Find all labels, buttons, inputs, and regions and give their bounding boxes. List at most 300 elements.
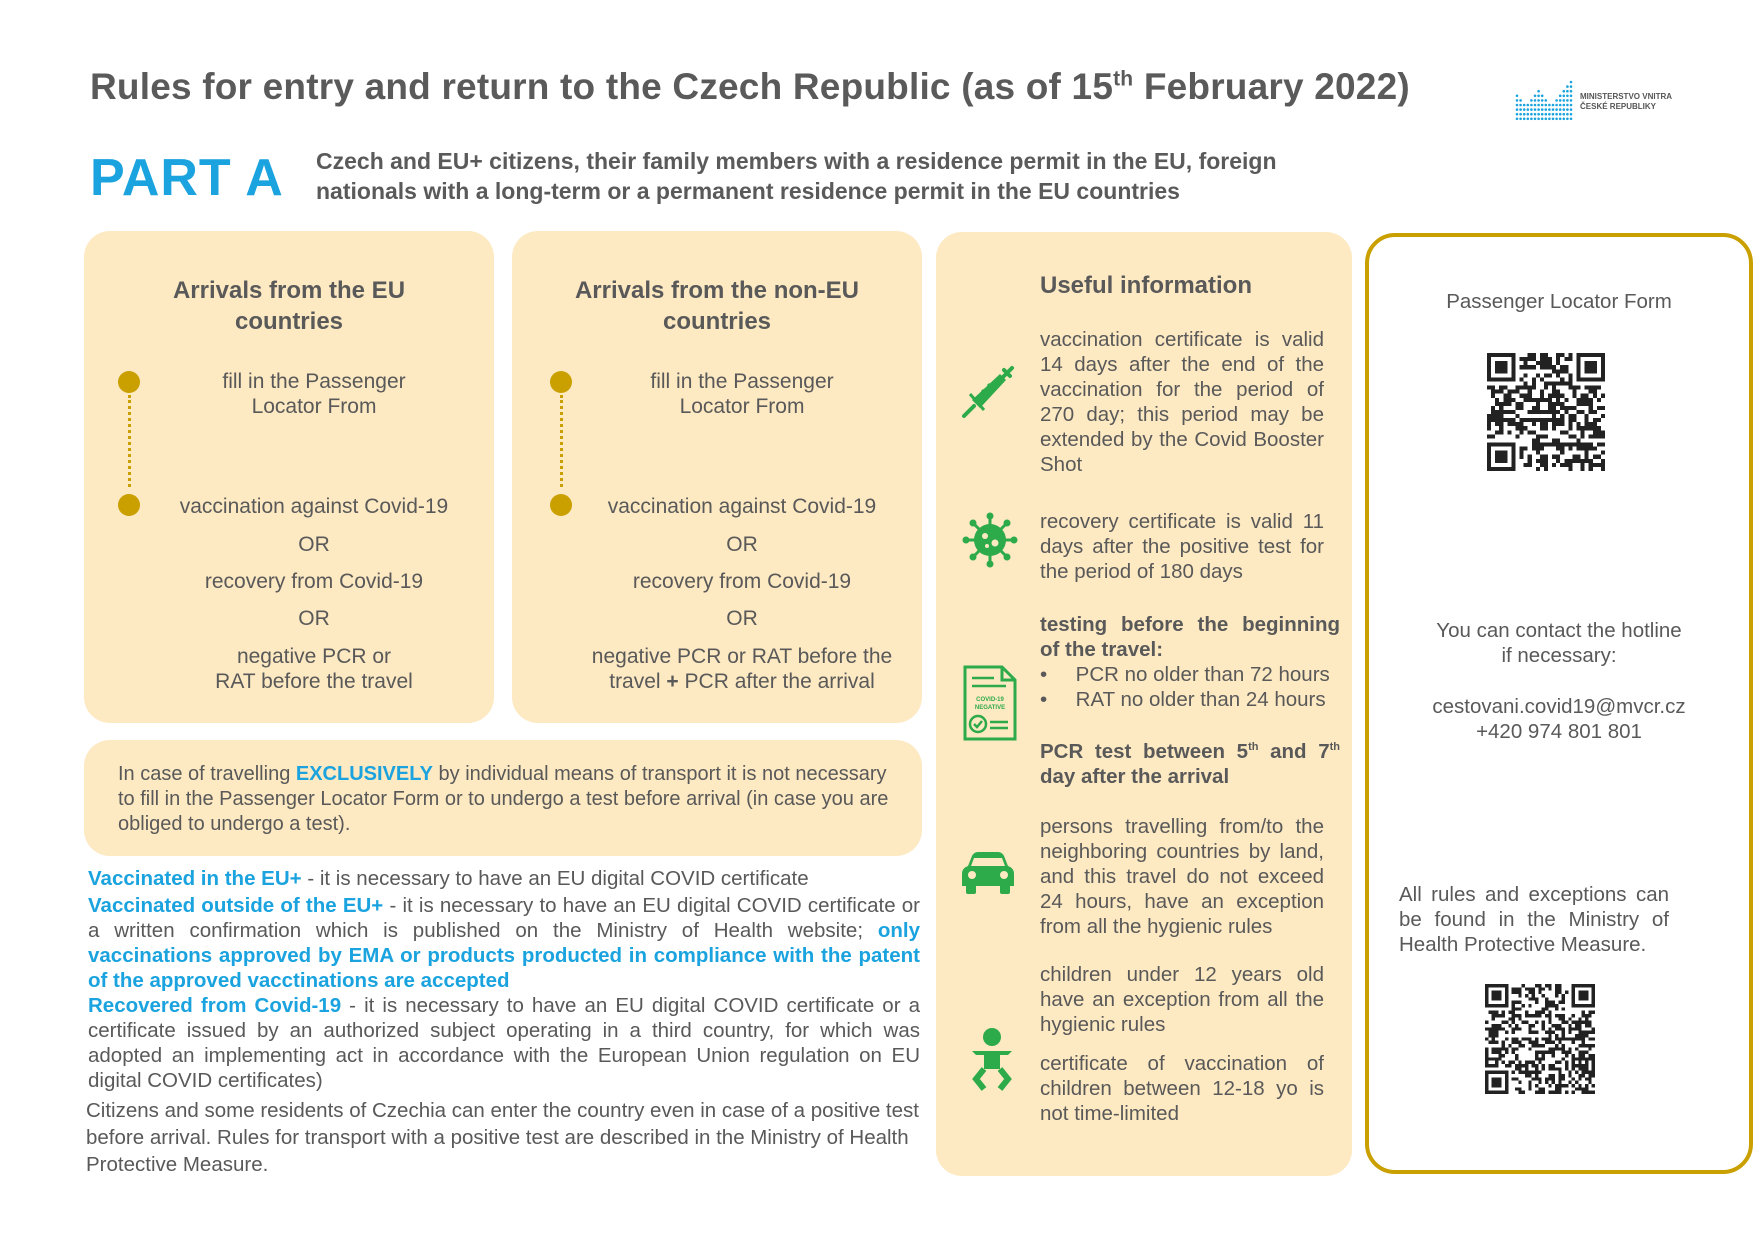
qr-module — [1597, 455, 1601, 459]
qr-module — [1568, 386, 1572, 390]
qr-module — [1578, 1077, 1581, 1080]
qr-module — [1512, 991, 1515, 994]
qr-module — [1536, 447, 1540, 451]
qr-module — [1562, 1014, 1565, 1017]
qr-module — [1589, 402, 1593, 406]
qr-module — [1536, 402, 1540, 406]
qr-module — [1512, 987, 1515, 990]
logo-dot — [1570, 81, 1573, 84]
title-superscript: th — [1113, 67, 1134, 91]
qr-module — [1505, 1037, 1508, 1040]
qr-module — [1540, 455, 1544, 459]
qr-module — [1512, 1051, 1515, 1054]
qr-module — [1485, 1027, 1488, 1030]
qr-module — [1532, 1044, 1535, 1047]
syringe-icon — [960, 364, 1016, 420]
logo-dot — [1516, 104, 1519, 107]
qr-module — [1532, 365, 1536, 369]
qr-module — [1542, 1087, 1545, 1090]
qr-module — [1525, 1074, 1528, 1077]
qr-module — [1520, 406, 1524, 410]
contact-panel — [1365, 233, 1753, 1174]
qr-module — [1524, 361, 1528, 365]
logo-dot — [1566, 95, 1569, 98]
qr-module — [1585, 398, 1589, 402]
note-text: - it is necessary to have an EU digital COVID certificate or a written confirmation which is published on the Ministry of Health website; — [88, 894, 920, 942]
qr-module — [1518, 1017, 1521, 1020]
rules-qr-code[interactable] — [1485, 984, 1595, 1094]
qr-module — [1568, 1047, 1571, 1050]
qr-module — [1572, 406, 1576, 410]
qr-module — [1505, 1021, 1508, 1024]
qr-module — [1528, 459, 1532, 463]
logo-dot — [1555, 113, 1558, 116]
qr-module — [1548, 1037, 1551, 1040]
qr-module — [1518, 1087, 1521, 1090]
qr-module — [1548, 1064, 1551, 1067]
qr-module — [1564, 369, 1568, 373]
qr-module — [1487, 434, 1491, 438]
qr-module — [1585, 418, 1589, 422]
qr-module — [1585, 1087, 1588, 1090]
qr-module — [1572, 1027, 1575, 1030]
qr-module — [1555, 1061, 1558, 1064]
qr-module — [1520, 426, 1524, 430]
qr-module — [1495, 390, 1499, 394]
qr-module — [1544, 459, 1548, 463]
hotline-contacts — [1369, 694, 1749, 744]
qr-module — [1581, 459, 1585, 463]
logo-dot — [1530, 118, 1533, 121]
qr-module — [1578, 1044, 1581, 1047]
qr-module — [1522, 1004, 1525, 1007]
hotline-phone[interactable]: +420 974 801 801 — [1476, 720, 1642, 743]
qr-module — [1508, 1061, 1511, 1064]
qr-module — [1536, 398, 1540, 402]
qr-module — [1535, 1084, 1538, 1087]
qr-module — [1495, 1061, 1498, 1064]
qr-module — [1512, 1007, 1515, 1010]
qr-module — [1593, 422, 1597, 426]
qr-module — [1564, 398, 1568, 402]
qr-module — [1532, 381, 1536, 385]
qr-module — [1528, 1031, 1531, 1034]
qr-module — [1520, 402, 1524, 406]
plf-title: Passenger Locator Form — [1446, 290, 1672, 313]
qr-module — [1544, 373, 1548, 377]
qr-module — [1560, 381, 1564, 385]
qr-module — [1589, 410, 1593, 414]
qr-module — [1528, 1081, 1531, 1084]
qr-module — [1555, 1067, 1558, 1070]
qr-module — [1552, 1047, 1555, 1050]
qr-module — [1560, 463, 1564, 467]
qr-module — [1491, 386, 1495, 390]
qr-module — [1528, 1024, 1531, 1027]
qr-module — [1582, 1064, 1585, 1067]
qr-module — [1518, 1061, 1521, 1064]
qr-module — [1535, 1044, 1538, 1047]
logo-dot — [1566, 90, 1569, 93]
qr-module — [1532, 1031, 1535, 1034]
qr-module — [1589, 386, 1593, 390]
qr-module — [1593, 410, 1597, 414]
qr-module — [1512, 1011, 1515, 1014]
qr-module — [1572, 459, 1576, 463]
qr-module — [1488, 1027, 1491, 1030]
qr-module — [1532, 443, 1536, 447]
transport-emphasis: EXCLUSIVELY — [295, 763, 433, 785]
logo-dot — [1516, 95, 1519, 98]
qr-finder — [1495, 451, 1507, 463]
qr-module — [1592, 1054, 1595, 1057]
children-certificate: certificate of vaccination of children between 12-18 yo is not time-limited — [1040, 1052, 1324, 1125]
qr-module — [1491, 434, 1495, 438]
logo-dot — [1523, 118, 1526, 121]
qr-module — [1568, 1037, 1571, 1040]
qr-module — [1593, 463, 1597, 467]
qr-module — [1499, 426, 1503, 430]
qr-module — [1548, 373, 1552, 377]
qr-module — [1495, 1014, 1498, 1017]
qr-module — [1520, 418, 1524, 422]
qr-module — [1562, 1044, 1565, 1047]
qr-module — [1524, 426, 1528, 430]
qr-module — [1601, 463, 1605, 467]
logo-dot — [1527, 104, 1530, 107]
qr-module — [1562, 1031, 1565, 1034]
qr-module — [1503, 402, 1507, 406]
logo-dot — [1570, 108, 1573, 111]
qr-module — [1592, 1061, 1595, 1064]
qr-module — [1512, 1047, 1515, 1050]
qr-module — [1582, 1021, 1585, 1024]
qr-module — [1545, 997, 1548, 1000]
qr-module — [1498, 1024, 1501, 1027]
qr-module — [1578, 1067, 1581, 1070]
qr-module — [1524, 381, 1528, 385]
qr-module — [1585, 1031, 1588, 1034]
noneu-arrivals-panel — [512, 231, 922, 723]
qr-module — [1568, 467, 1572, 471]
pcr-after-arrival — [1040, 735, 1340, 789]
qr-module — [1560, 402, 1564, 406]
qr-module — [1555, 994, 1558, 997]
qr-module — [1538, 984, 1541, 987]
logo-dot — [1534, 113, 1537, 116]
eu-step-vaccination: vaccination against Covid-19 — [179, 495, 449, 518]
covid-badge-line-2: NEGATIVE — [974, 705, 1006, 711]
qr-module — [1601, 443, 1605, 447]
qr-module — [1555, 1027, 1558, 1030]
qr-module — [1588, 1081, 1591, 1084]
qr-module — [1588, 1054, 1591, 1057]
qr-module — [1564, 430, 1568, 434]
qr-module — [1538, 1044, 1541, 1047]
qr-module — [1520, 394, 1524, 398]
qr-module — [1562, 1084, 1565, 1087]
qr-module — [1485, 1037, 1488, 1040]
qr-module — [1495, 1024, 1498, 1027]
qr-module — [1568, 406, 1572, 410]
qr-module — [1585, 1077, 1588, 1080]
qr-module — [1585, 1064, 1588, 1067]
qr-module — [1518, 1027, 1521, 1030]
qr-module — [1572, 1084, 1575, 1087]
qr-module — [1491, 394, 1495, 398]
qr-module — [1597, 463, 1601, 467]
qr-module — [1492, 1051, 1495, 1054]
qr-module — [1560, 430, 1564, 434]
qr-module — [1562, 1021, 1565, 1024]
qr-module — [1505, 1064, 1508, 1067]
logo-dot — [1537, 113, 1540, 116]
qr-module — [1538, 987, 1541, 990]
qr-module — [1556, 390, 1560, 394]
qr-module — [1548, 1067, 1551, 1070]
qr-module — [1593, 447, 1597, 451]
qr-module — [1488, 1041, 1491, 1044]
qr-module — [1572, 386, 1576, 390]
useful-info-heading: Useful information — [1040, 272, 1253, 299]
pcr-text: and 7 — [1258, 739, 1330, 763]
qr-module — [1564, 410, 1568, 414]
qr-module — [1548, 394, 1552, 398]
qr-module — [1548, 1004, 1551, 1007]
qr-module — [1540, 434, 1544, 438]
qr-module — [1532, 353, 1536, 357]
qr-module — [1568, 1017, 1571, 1020]
plus-sign: + — [666, 670, 679, 693]
qr-module — [1495, 1031, 1498, 1034]
qr-module — [1556, 402, 1560, 406]
qr-module — [1556, 381, 1560, 385]
qr-module — [1535, 1011, 1538, 1014]
qr-module — [1582, 1051, 1585, 1054]
qr-module — [1502, 1044, 1505, 1047]
qr-module — [1578, 1017, 1581, 1020]
qr-module — [1540, 377, 1544, 381]
logo-dot — [1552, 104, 1555, 107]
qr-module — [1597, 398, 1601, 402]
qr-module — [1558, 1067, 1561, 1070]
qr-module — [1589, 390, 1593, 394]
qr-module — [1593, 418, 1597, 422]
qr-module — [1505, 1051, 1508, 1054]
qr-module — [1548, 1034, 1551, 1037]
qr-module — [1540, 353, 1544, 357]
note-label: Recovered from Covid-19 — [88, 994, 342, 1017]
qr-module — [1532, 1041, 1535, 1044]
qr-module — [1578, 1021, 1581, 1024]
logo-dot — [1559, 113, 1562, 116]
qr-module — [1585, 459, 1589, 463]
qr-module — [1487, 426, 1491, 430]
qr-module — [1528, 1004, 1531, 1007]
qr-module — [1540, 447, 1544, 451]
qr-module — [1528, 353, 1532, 357]
qr-module — [1545, 1014, 1548, 1017]
qr-module — [1572, 434, 1576, 438]
qr-module — [1515, 1014, 1518, 1017]
qr-module — [1540, 410, 1544, 414]
qr-module — [1572, 1057, 1575, 1060]
qr-module — [1515, 1001, 1518, 1004]
logo-dot — [1566, 113, 1569, 116]
qr-module — [1552, 394, 1556, 398]
qr-module — [1502, 1027, 1505, 1030]
qr-module — [1597, 443, 1601, 447]
qr-module — [1528, 1047, 1531, 1050]
qr-module — [1558, 991, 1561, 994]
qr-module — [1528, 463, 1532, 467]
qr-module — [1535, 1064, 1538, 1067]
qr-module — [1558, 1061, 1561, 1064]
logo-dot — [1534, 108, 1537, 111]
ministry-logo-text — [1580, 92, 1672, 112]
qr-module — [1512, 1031, 1515, 1034]
qr-module — [1518, 1001, 1521, 1004]
qr-finder — [1492, 1077, 1502, 1087]
qr-module — [1589, 426, 1593, 430]
eu-step-test: negative PCR or RAT before the travel — [215, 645, 413, 693]
qr-module — [1581, 447, 1585, 451]
qr-module — [1524, 394, 1528, 398]
qr-module — [1544, 463, 1548, 467]
qr-module — [1560, 369, 1564, 373]
logo-dot — [1555, 118, 1558, 121]
qr-module — [1564, 381, 1568, 385]
qr-module — [1552, 1081, 1555, 1084]
qr-module — [1532, 991, 1535, 994]
qr-module — [1515, 1087, 1518, 1090]
logo-dot — [1519, 113, 1522, 116]
qr-module — [1492, 1027, 1495, 1030]
qr-module — [1532, 1024, 1535, 1027]
negative-test-document-icon — [962, 664, 1018, 742]
logo-dot — [1537, 108, 1540, 111]
qr-module — [1512, 1021, 1515, 1024]
qr-module — [1502, 1021, 1505, 1024]
qr-module — [1524, 447, 1528, 451]
qr-module — [1545, 1077, 1548, 1080]
pcr-text: day after the arrival — [1040, 764, 1230, 788]
qr-module — [1502, 1047, 1505, 1050]
note-emphasis: only vaccinations approved by EMA or products producted in compliance with the patent of the approved vacctinations are accepted — [88, 919, 920, 992]
logo-dot — [1541, 118, 1544, 121]
qr-module — [1536, 451, 1540, 455]
qr-module — [1542, 1044, 1545, 1047]
qr-module — [1577, 422, 1581, 426]
qr-module — [1568, 1074, 1571, 1077]
qr-module — [1535, 1091, 1538, 1094]
transport-note-panel — [84, 740, 922, 856]
qr-module — [1518, 1014, 1521, 1017]
qr-module — [1507, 422, 1511, 426]
qr-module — [1601, 434, 1605, 438]
qr-module — [1548, 1001, 1551, 1004]
qr-module — [1545, 1001, 1548, 1004]
hotline-email[interactable]: cestovani.covid19@mvcr.cz — [1432, 695, 1686, 718]
transport-text-end: by individual means of transport it is not necessary to fill in the Passenger Locator Form or to undergo a test before arrival (in case you are obliged to undergo a test). — [118, 763, 889, 835]
qr-module — [1522, 1064, 1525, 1067]
qr-module — [1556, 418, 1560, 422]
qr-module — [1507, 390, 1511, 394]
qr-module — [1535, 1071, 1538, 1074]
qr-module — [1532, 418, 1536, 422]
qr-module — [1572, 414, 1576, 418]
qr-module — [1485, 1021, 1488, 1024]
qr-module — [1568, 443, 1572, 447]
qr-module — [1582, 1071, 1585, 1074]
qr-module — [1515, 1077, 1518, 1080]
qr-module — [1525, 994, 1528, 997]
qr-module — [1520, 386, 1524, 390]
qr-module — [1560, 394, 1564, 398]
logo-dot — [1563, 99, 1566, 102]
qr-module — [1582, 1011, 1585, 1014]
qr-module — [1565, 991, 1568, 994]
qr-module — [1548, 1021, 1551, 1024]
qr-module — [1528, 430, 1532, 434]
qr-module — [1592, 1067, 1595, 1070]
qr-module — [1582, 1037, 1585, 1040]
qr-module — [1552, 1024, 1555, 1027]
qr-module — [1525, 1037, 1528, 1040]
qr-module — [1560, 406, 1564, 410]
qr-module — [1562, 997, 1565, 1000]
step-connector — [128, 395, 131, 487]
logo-dot — [1537, 95, 1540, 98]
qr-module — [1555, 1047, 1558, 1050]
qr-module — [1558, 1017, 1561, 1020]
qr-module — [1548, 357, 1552, 361]
qr-module — [1565, 1054, 1568, 1057]
qr-module — [1562, 1051, 1565, 1054]
qr-module — [1577, 398, 1581, 402]
qr-module — [1524, 398, 1528, 402]
qr-module — [1601, 467, 1605, 471]
qr-module — [1532, 422, 1536, 426]
qr-module — [1495, 1027, 1498, 1030]
qr-module — [1556, 410, 1560, 414]
qr-module — [1565, 1084, 1568, 1087]
qr-module — [1536, 361, 1540, 365]
qr-module — [1507, 410, 1511, 414]
qr-module — [1544, 357, 1548, 361]
qr-module — [1538, 1077, 1541, 1080]
qr-module — [1593, 434, 1597, 438]
qr-module — [1577, 455, 1581, 459]
qr-module — [1511, 418, 1515, 422]
qr-module — [1528, 418, 1532, 422]
qr-module — [1558, 1074, 1561, 1077]
qr-module — [1601, 414, 1605, 418]
noneu-step-recovery: recovery from Covid-19 — [632, 570, 852, 593]
logo-dot — [1545, 99, 1548, 102]
qr-module — [1545, 1007, 1548, 1010]
positive-test-note: Citizens and some residents of Czechia can enter the country even in case of a positive test before arrival. Rules for transport with a positive test are described in the Ministry of Health Protective Measure. — [86, 1099, 919, 1176]
qr-module — [1575, 1024, 1578, 1027]
qr-module — [1552, 1077, 1555, 1080]
qr-module — [1528, 410, 1532, 414]
plf-qr-code[interactable] — [1487, 353, 1605, 471]
qr-module — [1524, 463, 1528, 467]
logo-dot — [1566, 108, 1569, 111]
qr-module — [1542, 1024, 1545, 1027]
qr-module — [1601, 406, 1605, 410]
qr-module — [1589, 406, 1593, 410]
